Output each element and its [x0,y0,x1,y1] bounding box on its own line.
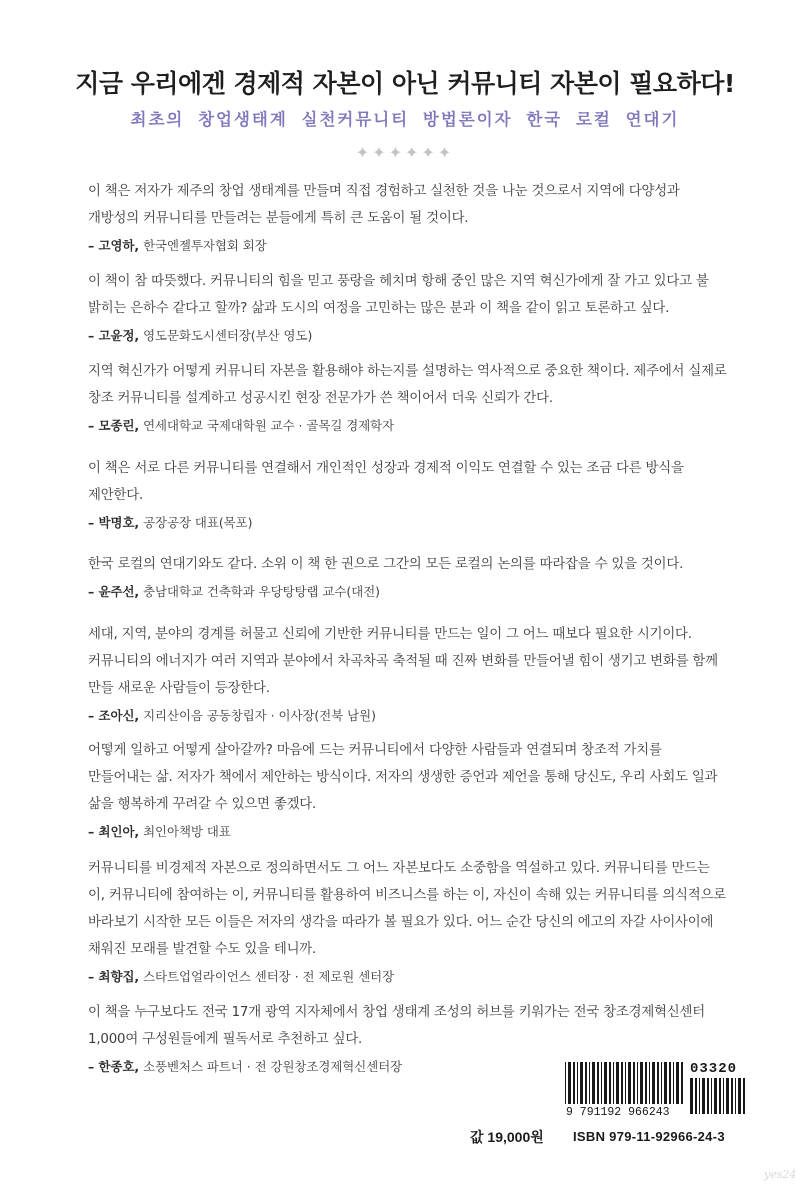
blurb-text: 이 책은 서로 다른 커뮤니티를 연결해서 개인적인 성장과 경제적 이익도 연결할 수 있는 조금 다른 방식을 제안한다. [88,461,684,503]
blurb-text: 이 책은 저자가 제주의 창업 생태계를 만들며 직접 경험하고 실천한 것을 나눈 것으로서 지역에 다양성과 개방성의 커뮤니티를 만들려는 분들에게 특히 큰 도움이 될 것이다. [88,184,680,226]
endorser-name: – 한종호, [88,1059,140,1074]
barcode-bar [664,1062,667,1104]
barcode-bar [669,1062,671,1104]
headline: 지금 우리에겐 경제적 자본이 아닌 커뮤니티 자본이 필요하다! [75,69,735,98]
blurb-3 [88,358,728,436]
blurb-7 [88,737,728,842]
endorser-name: – 윤주선, [88,584,140,599]
barcode-bar [589,1062,590,1104]
blurb-8 [88,855,728,987]
barcode-bar [690,1078,693,1114]
endorser-name: – 박명호, [88,515,140,530]
barcode-bar [707,1078,709,1114]
barcode-bar [613,1062,614,1104]
barcode-bar [657,1062,659,1104]
barcode-bar [699,1078,700,1114]
endorser-role: 지리산이음 공동창립자 · 이사장(전북 남원) [139,708,376,723]
barcode-bar [585,1062,587,1104]
addon-barcode [690,1078,748,1114]
barcode-bar [645,1062,647,1104]
endorser-role: 소풍벤처스 파트너 · 전 강원창조경제혁신센터장 [139,1059,403,1074]
star-ornament-divider: ✦✦✦✦✦✦ [355,143,455,162]
endorser-role: 연세대학교 국제대학원 교수 · 골목길 경제학자 [139,418,395,433]
barcode-bar [633,1062,635,1104]
blurb-text: 세대, 지역, 분야의 경계를 허물고 신뢰에 기반한 커뮤니티를 만드는 일이 그 어느 때보다 필요한 시기이다. 커뮤니티의 에너지가 여러 지역과 분야에서 차곡차곡 축적될 때 진짜 변화를 만들어낼 힘이 생기고 변화를 함께 만들 새로운 사람들이 등장한다. [88,627,718,696]
barcode-bar [661,1062,662,1104]
barcode-bar [580,1062,583,1104]
isbn-barcode [565,1062,685,1104]
price: 값 19,000원 [470,1129,544,1145]
watermark: yes24 [764,1168,797,1181]
endorser-role: 충남대학교 건축학과 우당탕탕랩 교수(대전) [139,584,380,599]
barcode-bar [681,1062,683,1104]
barcode-bar [719,1078,721,1114]
barcode-bar [577,1062,578,1104]
blurb-attribution [88,822,728,842]
barcode-bar [735,1078,736,1114]
blurb-text: 이 책이 참 따뜻했다. 커뮤니티의 힘을 믿고 풍랑을 헤치며 항해 중인 많은 지역 혁신가에게 잘 가고 있다고 불 밝히는 은하수 같다고 할까? 삶과 도시의 여정을 고민하는 많은 분과 이 책을 같이 읽고 토론하고 싶다. [88,274,709,316]
blurb-attribution [88,236,728,256]
barcode-bar [568,1062,571,1104]
barcode-bar [628,1062,631,1104]
blurb-text: 지역 혁신가가 어떻게 커뮤니티 자본을 활용해야 하는지를 설명하는 역사적으로 중요한 책이다. 제주에서 실제로 창조 커뮤니티를 설계하고 성공시킨 현장 전문가가 쓴 책이어서 더욱 신뢰가 간다. [88,364,727,406]
barcode-bar [695,1078,697,1114]
barcode-digits: 9 791192 966243 [566,1106,670,1119]
barcode-bar [702,1078,705,1114]
blurb-attribution [88,513,728,533]
blurb-text: 어떻게 일하고 어떻게 살아갈까? 마음에 드는 커뮤니티에서 다양한 사람들과 연결되며 창조적 가치를 만들어내는 삶. 저자가 책에서 제안하는 방식이다. 저자의 생생한 증언과 제언을 통해 당신도, 우리 사회도 일과 삶을 행복하게 꾸려갈 수 있으면 좋겠다. [88,743,718,812]
barcode-bar [711,1078,712,1114]
endorser-role: 영도문화도시센터장(부산 영도) [139,328,313,343]
barcode-bar [714,1078,717,1114]
endorser-name: – 고영하, [88,238,140,253]
endorser-role: 최인아책방 대표 [139,824,231,839]
blurb-text: 한국 로컬의 연대기와도 같다. 소위 이 책 한 권으로 그간의 모든 로컬의 논의를 따라잡을 수 있을 것이다. [88,557,684,572]
barcode-bar [597,1062,599,1104]
barcode-bar [640,1062,643,1104]
blurb-4 [88,455,728,533]
blurb-attribution [88,967,728,987]
barcode-bar [592,1062,595,1104]
blurb-1 [88,178,728,256]
endorser-role: 스타트업얼라이언스 센터장 · 전 제로원 센터장 [139,969,395,984]
barcode-bar [649,1062,650,1104]
blurb-text: 커뮤니티를 비경제적 자본으로 정의하면서도 그 어느 자본보다도 소중함을 역설하고 있다. 커뮤니티를 만드는 이, 커뮤니티에 참여하는 이, 커뮤니티를 활용하여 비즈니스를 하는 이, 자신이 속해 있는 커뮤니티를 의식적으로 바라보기 시작한 모든 이들은 저자의 생각을 따라가 볼 필요가 있다. 어느 순간 당신의 에고의 자갈 사이사이에 채워진 모래를 발견할 수도 있을 테니까. [88,861,726,957]
barcode-bar [573,1062,575,1104]
barcode-bar [731,1078,733,1114]
blurb-text: 이 책을 누구보다도 전국 17개 광역 지자체에서 창업 생태계 조성의 허브를 키워가는 전국 창조경제혁신센터 1,000여 구성원들에게 필독서로 추천하고 싶다. [88,1005,705,1047]
barcode-bar [621,1062,623,1104]
barcode-bar [673,1062,674,1104]
barcode-bar [609,1062,611,1104]
barcode-bar [565,1062,566,1104]
blurb-2 [88,268,728,346]
endorser-name: – 모종린, [88,418,140,433]
endorser-name: – 최인아, [88,824,140,839]
blurb-6 [88,621,728,726]
isbn-number: ISBN 979-11-92966-24-3 [573,1129,725,1144]
endorser-role: 한국엔젤투자협회 회장 [139,238,267,253]
barcode-bar [637,1062,638,1104]
blurb-attribution [88,582,728,602]
addon-code: 03320 [690,1061,738,1077]
barcode-bar [601,1062,602,1104]
blurb-attribution [88,706,728,726]
endorser-name: – 조아신, [88,708,140,723]
barcode-bar [723,1078,724,1114]
barcode-bar [743,1078,745,1114]
barcode-bar [652,1062,655,1104]
barcode-bar [726,1078,729,1114]
barcode-bar [676,1062,679,1104]
blurb-attribution [88,416,728,436]
endorser-name: – 고윤정, [88,328,140,343]
barcode-bar [604,1062,607,1104]
subheadline: 최초의 창업생태계 실천커뮤니티 방법론이자 한국 로컬 연대기 [130,110,680,129]
barcode-bar [616,1062,619,1104]
barcode-bar [625,1062,626,1104]
blurb-5 [88,551,728,602]
endorser-role: 공장공장 대표(목포) [139,515,253,530]
barcode-bar [738,1078,741,1114]
endorser-name: – 최향집, [88,969,140,984]
blurb-attribution [88,326,728,346]
